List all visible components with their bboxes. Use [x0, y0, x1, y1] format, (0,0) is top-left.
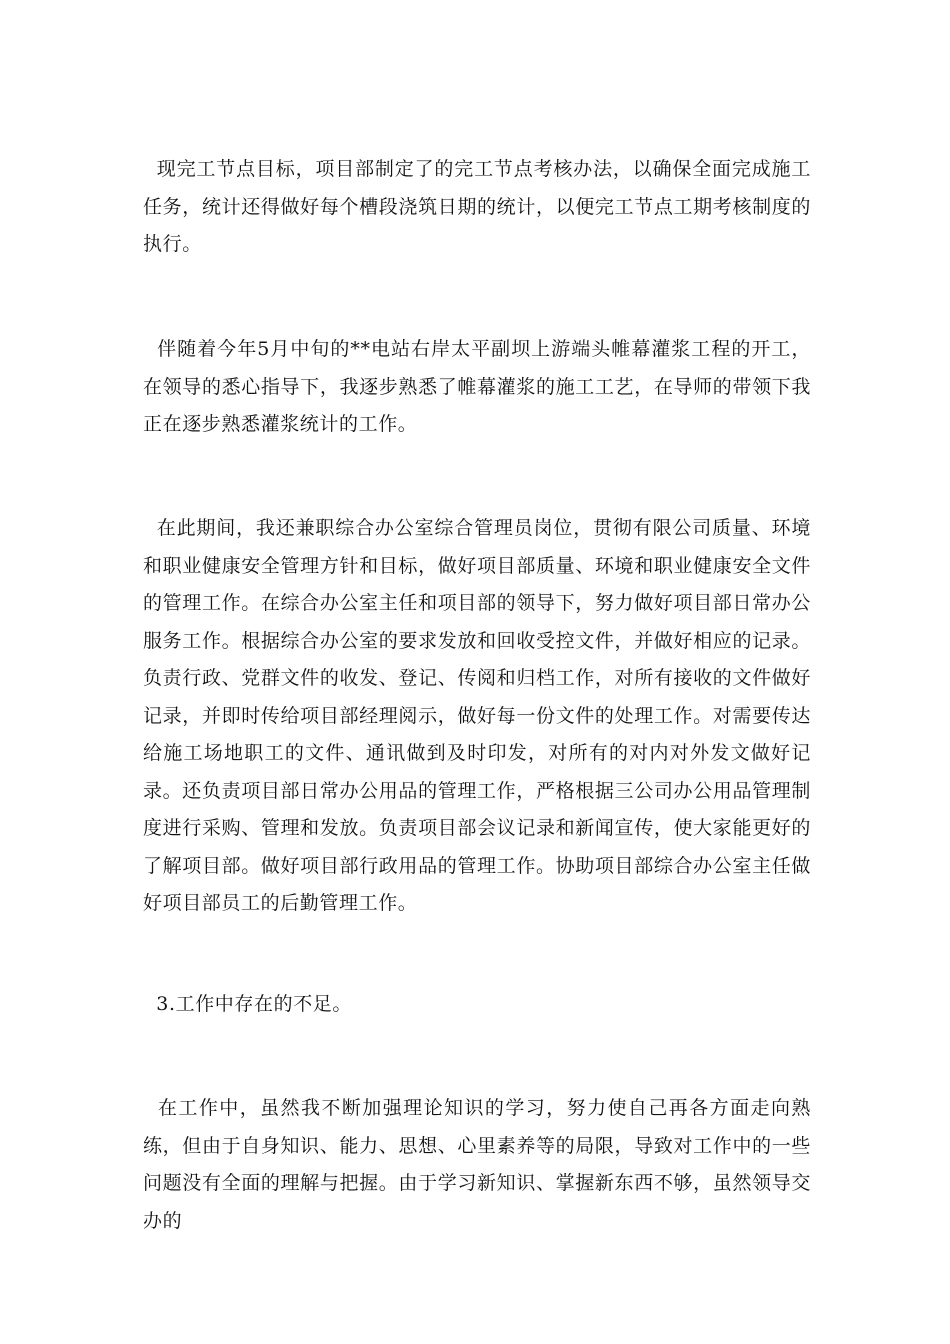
section-heading-shortcomings: 3.工作中存在的不足。: [143, 993, 353, 1015]
paragraph-shortcomings-detail: 在工作中，虽然我不断加强理论知识的学习，努力使自己再各方面走向熟练，但由于自身知识、能力、思想、心里素养等的局限，导致对工作中的一些问题没有全面的理解与把握。由于学习新知识、掌握新东西不够，虽然领导交办的: [143, 1097, 812, 1232]
paragraph-curtain-grouting-project: 伴随着今年5月中旬的**电站右岸太平副坝上游端头帷幕灌浆工程的开工，在领导的悉心指导下，我逐步熟悉了帷幕灌浆的施工工艺，在导师的带领下我正在逐步熟悉灌浆统计的工作。: [143, 338, 811, 435]
paragraph-completion-node-assessment: 现完工节点目标，项目部制定了的完工节点考核办法，以确保全面完成施工任务，统计还得做好每个槽段浇筑日期的统计，以便完工节点工期考核制度的执行。: [143, 158, 811, 255]
paragraph-office-administrator-duties: 在此期间，我还兼职综合办公室综合管理员岗位，贯彻有限公司质量、环境和职业健康安全管理方针和目标，做好项目部质量、环境和职业健康安全文件的管理工作。在综合办公室主任和项目部的领导下，努力做好项目部日常办公服务工作。根据综合办公室的要求发放和回收受控文件，并做好相应的记录。负责行政、党群文件的收发、登记、传阅和归档工作，对所有接收的文件做好记录，并即时传给项目部经理阅示，做好每一份文件的处理工作。对需要传达给施工场地职工的文件、通讯做到及时印发，对所有的对内对外发文做好记录。还负责项目部日常办公用品的管理工作，严格根据三公司办公用品管理制度进行采购、管理和发放。负责项目部会议记录和新闻宣传，使大家能更好的了解项目部。做好项目部行政用品的管理工作。协助项目部综合办公室主任做好项目部员工的后勤管理工作。: [143, 517, 811, 914]
